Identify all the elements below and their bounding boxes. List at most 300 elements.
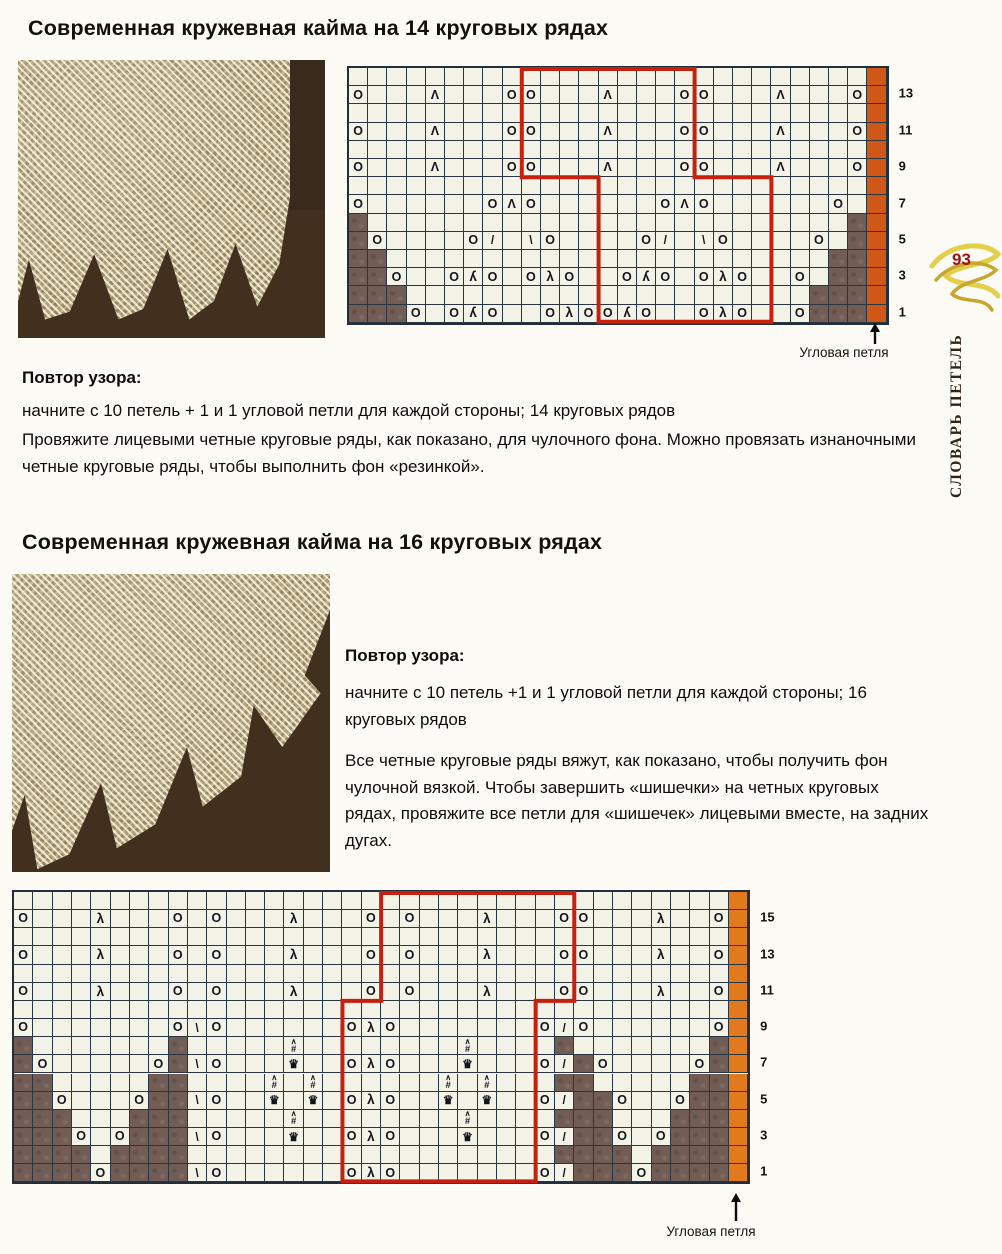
- chart-cell: [400, 1055, 419, 1073]
- chart-cell: [439, 1110, 458, 1128]
- chart-cell: [349, 232, 368, 250]
- stitch-symbol: O: [545, 305, 555, 320]
- stitch-symbol: O: [172, 984, 183, 999]
- chart-cell: [733, 104, 752, 122]
- stitch-symbol: λ: [367, 1165, 375, 1181]
- chart-cell: [362, 892, 381, 910]
- chart-cell: [387, 268, 406, 286]
- chart-cell: [246, 1001, 265, 1019]
- chart-cell: [579, 86, 598, 104]
- chart-cell: [342, 946, 361, 964]
- chart-cell: [714, 214, 733, 232]
- chart-cell: [714, 305, 733, 323]
- chart-cell: [284, 1092, 303, 1110]
- chart-cell: [829, 305, 848, 323]
- chart-cell: [555, 965, 574, 983]
- stitch-symbol: O: [559, 947, 569, 962]
- chart-cell: [574, 1019, 593, 1037]
- stitch-symbol: /: [562, 1165, 566, 1180]
- chart-cell: [652, 1055, 671, 1073]
- chart-cell: [599, 141, 618, 159]
- stitch-symbol: O: [578, 1020, 589, 1035]
- chart-cell: [284, 928, 303, 946]
- chart-cell: [426, 305, 445, 323]
- bobble-hash-symbol: ∧ #: [290, 1036, 297, 1055]
- chart-cell: [400, 1128, 419, 1146]
- chart-cell: [618, 214, 637, 232]
- chart-cell: [503, 123, 522, 141]
- chart-cell: [362, 1001, 381, 1019]
- chart-cell: [464, 177, 483, 195]
- chart-cell: [91, 1146, 110, 1164]
- chart-cell: [733, 177, 752, 195]
- bobble-hash-symbol: ∧ #: [464, 1109, 471, 1128]
- chart-cell: [867, 68, 886, 86]
- chart-cell: [675, 141, 694, 159]
- chart-cell: [733, 195, 752, 213]
- stitch-symbol: O: [545, 233, 555, 248]
- chart-cell: [14, 965, 33, 983]
- chart-cell: [368, 214, 387, 232]
- chart-cell: [227, 1110, 246, 1128]
- chart-cell: [594, 965, 613, 983]
- corner-stitch-arrow-icon: [730, 1193, 742, 1221]
- chart-cell: [91, 1128, 110, 1146]
- chart-cell: [483, 104, 502, 122]
- chart-cell: [656, 195, 675, 213]
- chart-cell: [714, 104, 733, 122]
- chart-cell: [420, 946, 439, 964]
- chart-cell: [710, 1164, 729, 1182]
- chart-cell: [522, 268, 541, 286]
- lace-border-16-rounds: [12, 890, 750, 1184]
- chart-cell: [671, 1019, 690, 1037]
- chart-cell: [574, 928, 593, 946]
- chart-cell: [420, 928, 439, 946]
- chart-cell: [656, 68, 675, 86]
- chart-cell: [848, 104, 867, 122]
- bobble-hash-symbol: ∧ #: [290, 1109, 297, 1128]
- chart-cell: [560, 141, 579, 159]
- chart-cell: [91, 1164, 110, 1182]
- chart-cell: [464, 268, 483, 286]
- chart-cell: [791, 68, 810, 86]
- chart-cell: [503, 286, 522, 304]
- row-number-label: 9: [898, 158, 906, 174]
- chart-cell: [407, 159, 426, 177]
- chart-cell: [420, 1146, 439, 1164]
- bobble-hash-symbol: ∧ #: [483, 1072, 490, 1091]
- chart-cell: [342, 928, 361, 946]
- chart-cell: [439, 910, 458, 928]
- chart-cell: [541, 141, 560, 159]
- chart-cell: [72, 928, 91, 946]
- stitch-symbol: O: [679, 160, 690, 175]
- chart-cell: [555, 1128, 574, 1146]
- chart-cell: [555, 983, 574, 1001]
- stitch-symbol: O: [385, 1129, 396, 1144]
- stitch-symbol: /: [562, 1093, 566, 1108]
- lace-photo-14-rounds: [18, 60, 325, 338]
- chart-cell: [791, 214, 810, 232]
- chart-cell: [342, 1110, 361, 1128]
- chart-cell: [752, 268, 771, 286]
- chart-cell: [675, 268, 694, 286]
- chart-cell: [652, 1128, 671, 1146]
- chart-cell: [536, 965, 555, 983]
- chart-cell: [426, 268, 445, 286]
- chart-cell: [710, 965, 729, 983]
- chart-cell: [867, 123, 886, 141]
- row-number-label: 3: [760, 1127, 768, 1143]
- stitch-symbol: O: [713, 947, 724, 962]
- chart-cell: [652, 1092, 671, 1110]
- chart-cell: [497, 1037, 516, 1055]
- chart-cell: [53, 1110, 72, 1128]
- chart-cell: [349, 123, 368, 141]
- chart-cell: [478, 983, 497, 1001]
- chart-cell: [497, 1128, 516, 1146]
- stitch-symbol: O: [852, 87, 863, 102]
- chart-cell: [407, 214, 426, 232]
- chart-cell: [381, 1146, 400, 1164]
- chart-cell: [368, 141, 387, 159]
- chart-cell: [368, 305, 387, 323]
- stitch-symbol: O: [641, 233, 651, 248]
- corner-stitch-label-bottom: Угловая петля: [666, 1224, 756, 1239]
- chart-cell: [445, 305, 464, 323]
- chart-cell: [695, 305, 714, 323]
- chart-cell: [362, 946, 381, 964]
- chart-cell: [14, 1019, 33, 1037]
- chart-cell: [613, 1146, 632, 1164]
- chart-cell: [33, 1110, 52, 1128]
- chart-cell: [478, 1128, 497, 1146]
- chart-cell: [536, 1019, 555, 1037]
- chart-cell: [91, 1074, 110, 1092]
- chart-cell: [323, 1001, 342, 1019]
- chart-cell: [555, 892, 574, 910]
- chart-cell: [111, 910, 130, 928]
- chart-cell: [265, 946, 284, 964]
- chart-cell: [207, 1037, 226, 1055]
- chart-cell: [458, 1110, 477, 1128]
- chart-cell: [503, 195, 522, 213]
- chart-cell: [483, 232, 502, 250]
- chart-cell: [445, 86, 464, 104]
- chart-cell: [652, 1110, 671, 1128]
- chart-cell: [130, 1055, 149, 1073]
- chart-cell: [541, 286, 560, 304]
- chart-cell: [671, 928, 690, 946]
- chart-cell: [387, 123, 406, 141]
- chart-cell: [632, 1001, 651, 1019]
- stitch-symbol: O: [698, 269, 709, 284]
- chart-cell: [91, 946, 110, 964]
- chart-cell: [246, 965, 265, 983]
- chart-cell: [400, 1164, 419, 1182]
- stitch-symbol: λ: [719, 305, 727, 321]
- chart-cell: [671, 1110, 690, 1128]
- stitch-symbol: O: [487, 196, 498, 211]
- chart-cell: [733, 232, 752, 250]
- chart-cell: [671, 1055, 690, 1073]
- chart-cell: [560, 232, 579, 250]
- photo-background-strip: [290, 60, 325, 210]
- chart-cell: [478, 1019, 497, 1037]
- chart-cell: [458, 946, 477, 964]
- chart-cell: [111, 1146, 130, 1164]
- chart-cell: [14, 1055, 33, 1073]
- chart-cell: [652, 983, 671, 1001]
- chart-cell: [284, 1128, 303, 1146]
- chart-cell: [478, 892, 497, 910]
- stitch-symbol: O: [539, 1020, 550, 1035]
- chart-cell: [867, 177, 886, 195]
- chart-cell: [130, 1146, 149, 1164]
- chart-cell: [420, 1001, 439, 1019]
- stitch-symbol: O: [211, 1092, 222, 1107]
- chart-cell: [733, 123, 752, 141]
- chart-cell: [72, 1092, 91, 1110]
- chart-cell: [420, 1164, 439, 1182]
- chart-cell: [752, 195, 771, 213]
- chart-cell: [536, 1164, 555, 1182]
- chart-cell: [536, 1092, 555, 1110]
- chart-cell: [613, 965, 632, 983]
- chart-cell: [33, 1146, 52, 1164]
- stitch-symbol: O: [172, 1020, 183, 1035]
- chart-cell: [387, 232, 406, 250]
- stitch-symbol: O: [468, 233, 479, 248]
- chart-cell: [637, 104, 656, 122]
- stitch-symbol: O: [622, 269, 632, 284]
- chart-cell: [522, 286, 541, 304]
- stitch-symbol: O: [385, 1020, 396, 1035]
- chart-cell: [445, 286, 464, 304]
- chart-cell: [111, 946, 130, 964]
- chart-cell: [323, 1092, 342, 1110]
- chart-cell: [656, 250, 675, 268]
- stitch-symbol: O: [353, 196, 363, 211]
- chart-cell: [516, 983, 535, 1001]
- chart-cell: [690, 1037, 709, 1055]
- chart-cell: [541, 104, 560, 122]
- chart-cell: [246, 892, 265, 910]
- stitch-symbol: O: [18, 1020, 29, 1035]
- chart-cell: [458, 1019, 477, 1037]
- chart-cell: [188, 1092, 207, 1110]
- chart-cell: [829, 195, 848, 213]
- chart-cell: [458, 1055, 477, 1073]
- chart-cell: [574, 946, 593, 964]
- chart-cell: [555, 1074, 574, 1092]
- chart-cell: [407, 123, 426, 141]
- chart-cell: [246, 910, 265, 928]
- chart-cell: [516, 1001, 535, 1019]
- corner-stitch-arrow-icon: [869, 323, 881, 344]
- chart-cell: [560, 104, 579, 122]
- chart-cell: [400, 946, 419, 964]
- chart-cell: [579, 177, 598, 195]
- chart-cell: [652, 1074, 671, 1092]
- chart-cell: [522, 123, 541, 141]
- chart-cell: [207, 1055, 226, 1073]
- chart-cell: [541, 214, 560, 232]
- chart-cell: [407, 232, 426, 250]
- chart-cell: [407, 86, 426, 104]
- chart-cell: [420, 983, 439, 1001]
- chart-cell: [265, 1128, 284, 1146]
- section2-title: Современная кружевная кайма на 16 круговых рядах: [22, 530, 603, 554]
- row-number-label: 9: [760, 1018, 768, 1034]
- chart-cell: [560, 305, 579, 323]
- chart-cell: [33, 946, 52, 964]
- stitch-symbol: O: [526, 123, 536, 138]
- chart-cell: [130, 1092, 149, 1110]
- chart-cell: [848, 214, 867, 232]
- chart-cell: [729, 1037, 748, 1055]
- chart-cell: [323, 946, 342, 964]
- chart-cell: [53, 1001, 72, 1019]
- chart-cell: [690, 1128, 709, 1146]
- chart-cell: [613, 1019, 632, 1037]
- chart-cell: [729, 965, 748, 983]
- chart-cell: [368, 104, 387, 122]
- chart-cell: [710, 892, 729, 910]
- chart-cell: [867, 86, 886, 104]
- chart-cell: [810, 86, 829, 104]
- chart-cell: [752, 214, 771, 232]
- chart-cell: [516, 1037, 535, 1055]
- chart-cell: [729, 983, 748, 1001]
- chart-cell: [483, 68, 502, 86]
- chart-cell: [420, 1074, 439, 1092]
- chart-cell: [632, 983, 651, 1001]
- chart-cell: [420, 1019, 439, 1037]
- chart-cell: [690, 1055, 709, 1073]
- row-number-label: 1: [898, 304, 906, 320]
- row-number-label: 7: [898, 195, 906, 210]
- chart-cell: [188, 1074, 207, 1092]
- chart-cell: [503, 268, 522, 286]
- chart-cell: [349, 305, 368, 323]
- stitch-symbol: O: [506, 123, 517, 138]
- section1-title: Современная кружевная кайма на 14 круговых рядах: [28, 16, 609, 40]
- stitch-symbol: λ: [623, 305, 631, 321]
- chart-cell: [656, 232, 675, 250]
- chart-cell: [445, 232, 464, 250]
- stitch-symbol: O: [56, 1092, 67, 1107]
- chart-cell: [246, 1092, 265, 1110]
- chart-cell: [791, 195, 810, 213]
- chart-cell: [829, 232, 848, 250]
- chart-cell: [516, 1055, 535, 1073]
- stitch-symbol: λ: [656, 983, 665, 999]
- chart-cell: [729, 1092, 748, 1110]
- chart-cell: [130, 892, 149, 910]
- chart-cell: [349, 268, 368, 286]
- chart-cell: [464, 123, 483, 141]
- chart-cell: [342, 1001, 361, 1019]
- chart-cell: [304, 1092, 323, 1110]
- chart-cell: [618, 159, 637, 177]
- chart-cell: [710, 1128, 729, 1146]
- chart-cell: [497, 1074, 516, 1092]
- chart-cell: [497, 1092, 516, 1110]
- chart-cell: [169, 1001, 188, 1019]
- row-number-label: 7: [760, 1054, 768, 1070]
- stitch-symbol: /: [562, 1056, 566, 1071]
- chart-cell: [91, 928, 110, 946]
- chart-cell: [169, 1055, 188, 1073]
- chart-cell: [867, 214, 886, 232]
- chart-cell: [265, 1164, 284, 1182]
- chart-cell: [246, 1164, 265, 1182]
- stitch-symbol: O: [18, 984, 29, 999]
- chart-cell: [632, 1037, 651, 1055]
- chart-cell: [710, 928, 729, 946]
- chart-cell: [381, 892, 400, 910]
- chart-cell: [729, 1164, 748, 1182]
- stitch-symbol: Λ: [430, 87, 440, 102]
- chart-cell: [381, 1128, 400, 1146]
- chart-cell: [130, 1001, 149, 1019]
- chart-cell: [478, 1164, 497, 1182]
- chart-cell: [91, 965, 110, 983]
- chart-cell: [368, 159, 387, 177]
- chart-cell: [72, 1074, 91, 1092]
- chart-cell: [497, 928, 516, 946]
- chart-cell: [632, 965, 651, 983]
- chart-cell: [227, 965, 246, 983]
- chart-cell: [733, 214, 752, 232]
- chart-cell: [522, 195, 541, 213]
- chart-cell: [656, 123, 675, 141]
- chart-cell: [791, 286, 810, 304]
- chart-cell: [246, 983, 265, 1001]
- chart-cell: [169, 910, 188, 928]
- chart-cell: [632, 946, 651, 964]
- chart-cell: [733, 86, 752, 104]
- chart-cell: [207, 1110, 226, 1128]
- stitch-symbol: O: [641, 305, 651, 320]
- chart-cell: [690, 965, 709, 983]
- chart-cell: [111, 1055, 130, 1073]
- chart-cell: [637, 195, 656, 213]
- chart-cell: [188, 965, 207, 983]
- chart-cell: [560, 286, 579, 304]
- chart-cell: [149, 1110, 168, 1128]
- chart-cell: [53, 1092, 72, 1110]
- chart-cell: [483, 177, 502, 195]
- chart-cell: [439, 1146, 458, 1164]
- chart-cell: [791, 268, 810, 286]
- chart-cell: [829, 250, 848, 268]
- chart-cell: [752, 250, 771, 268]
- chart-cell: [652, 1019, 671, 1037]
- chart-cell: [227, 1037, 246, 1055]
- repeat-heading-2: Повтор узора:: [345, 646, 465, 665]
- chart-cell: [458, 983, 477, 1001]
- chart-cell: [690, 1001, 709, 1019]
- chart-cell: [426, 232, 445, 250]
- stitch-symbol: O: [346, 1056, 357, 1071]
- chart-cell: [733, 286, 752, 304]
- chart-cell: [695, 214, 714, 232]
- chart-cell: [349, 214, 368, 232]
- stitch-symbol: O: [353, 160, 363, 175]
